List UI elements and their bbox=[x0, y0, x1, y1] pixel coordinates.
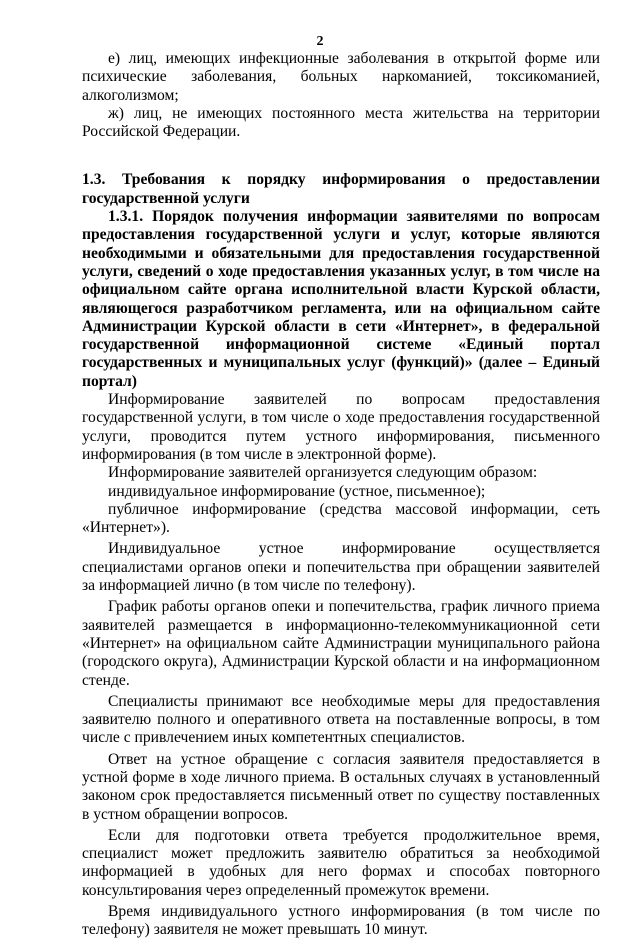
paragraph-schedule: График работы органов опеки и попечительства, график личного приема заявителей размещается в информационно-телекоммуникационной сети «Интернет» на официальном сайте Администрации муниципального района (городского округа), Администрации Курской области и на информационном стенде. bbox=[82, 598, 600, 689]
subsection-heading-1-3-1: 1.3.1. Порядок получения информации заявителями по вопросам предоставления государственной услуги и услуг, которые являются необходимыми и обязательными для предоставления государственной услуги, сведений о ходе предоставления указанных услуг, в том числе на официальном сайте органа исполнительной власти Курской области, являющегося разработчиком регламента, или на официальном сайте Администрации Курской области в сети «Интернет», в федеральной государственной информационной системе «Единый портал государственных и муниципальных услуг (функций)» (далее – Единый портал) bbox=[82, 208, 600, 390]
paragraph-specialists: Специалисты принимают все необходимые меры для предоставления заявителю полного и оперативного ответа на поставленные вопросы, в том числе с привлечением иных компетентных специалистов. bbox=[82, 692, 600, 747]
paragraph-public-informing: публичное информирование (средства массовой информации, сеть «Интернет»). bbox=[82, 500, 600, 537]
list-item-e: е) лиц, имеющих инфекционные заболевания в открытой форме или психические заболевания, больных наркоманией, токсикоманией, алкоголизмом; bbox=[82, 50, 600, 104]
paragraph-organization: Информирование заявителей организуется следующим образом: bbox=[108, 464, 538, 482]
page-number: 2 bbox=[316, 34, 324, 49]
document-body bbox=[82, 50, 600, 940]
paragraph-long-preparation: Если для подготовки ответа требуется продолжительное время, специалист может предложить заявителю обратиться за необходимой информацией в удобных для него формах и способах повторного консультирования через определенный промежуток времени. bbox=[82, 826, 600, 899]
section-heading-1-3: 1.3. Требования к порядку информирования о предоставлении государственной услуги bbox=[82, 171, 600, 207]
paragraph-oral-reply: Ответ на устное обращение с согласия заявителя предоставляется в устной форме в ходе личного приема. В остальных случаях в установленный законом срок предоставляется письменный ответ по существу поставленных в устном обращении вопросов. bbox=[82, 750, 600, 823]
list-item-zh: ж) лиц, не имеющих постоянного места жительства на территории Российской Федерации. bbox=[82, 104, 600, 141]
paragraph-time-limit: Время индивидуального устного информирования (в том числе по телефону) заявителя не может превышать 10 минут. bbox=[82, 903, 600, 939]
paragraph-oral-informing: Индивидуальное устное информирование осуществляется специалистами органов опеки и попечительства при обращении заявителей за информацией лично (в том числе по телефону). bbox=[82, 540, 600, 595]
paragraph-informing-methods: Информирование заявителей по вопросам предоставления государственной услуги, в том числе о ходе предоставления государственной услуги, проводится путем устного информирования, письменного информирования (в том числе в электронной форме). bbox=[82, 391, 600, 463]
section-gap bbox=[82, 141, 600, 171]
paragraph-individual-informing: индивидуальное информирование (устное, письменное); bbox=[108, 482, 486, 500]
